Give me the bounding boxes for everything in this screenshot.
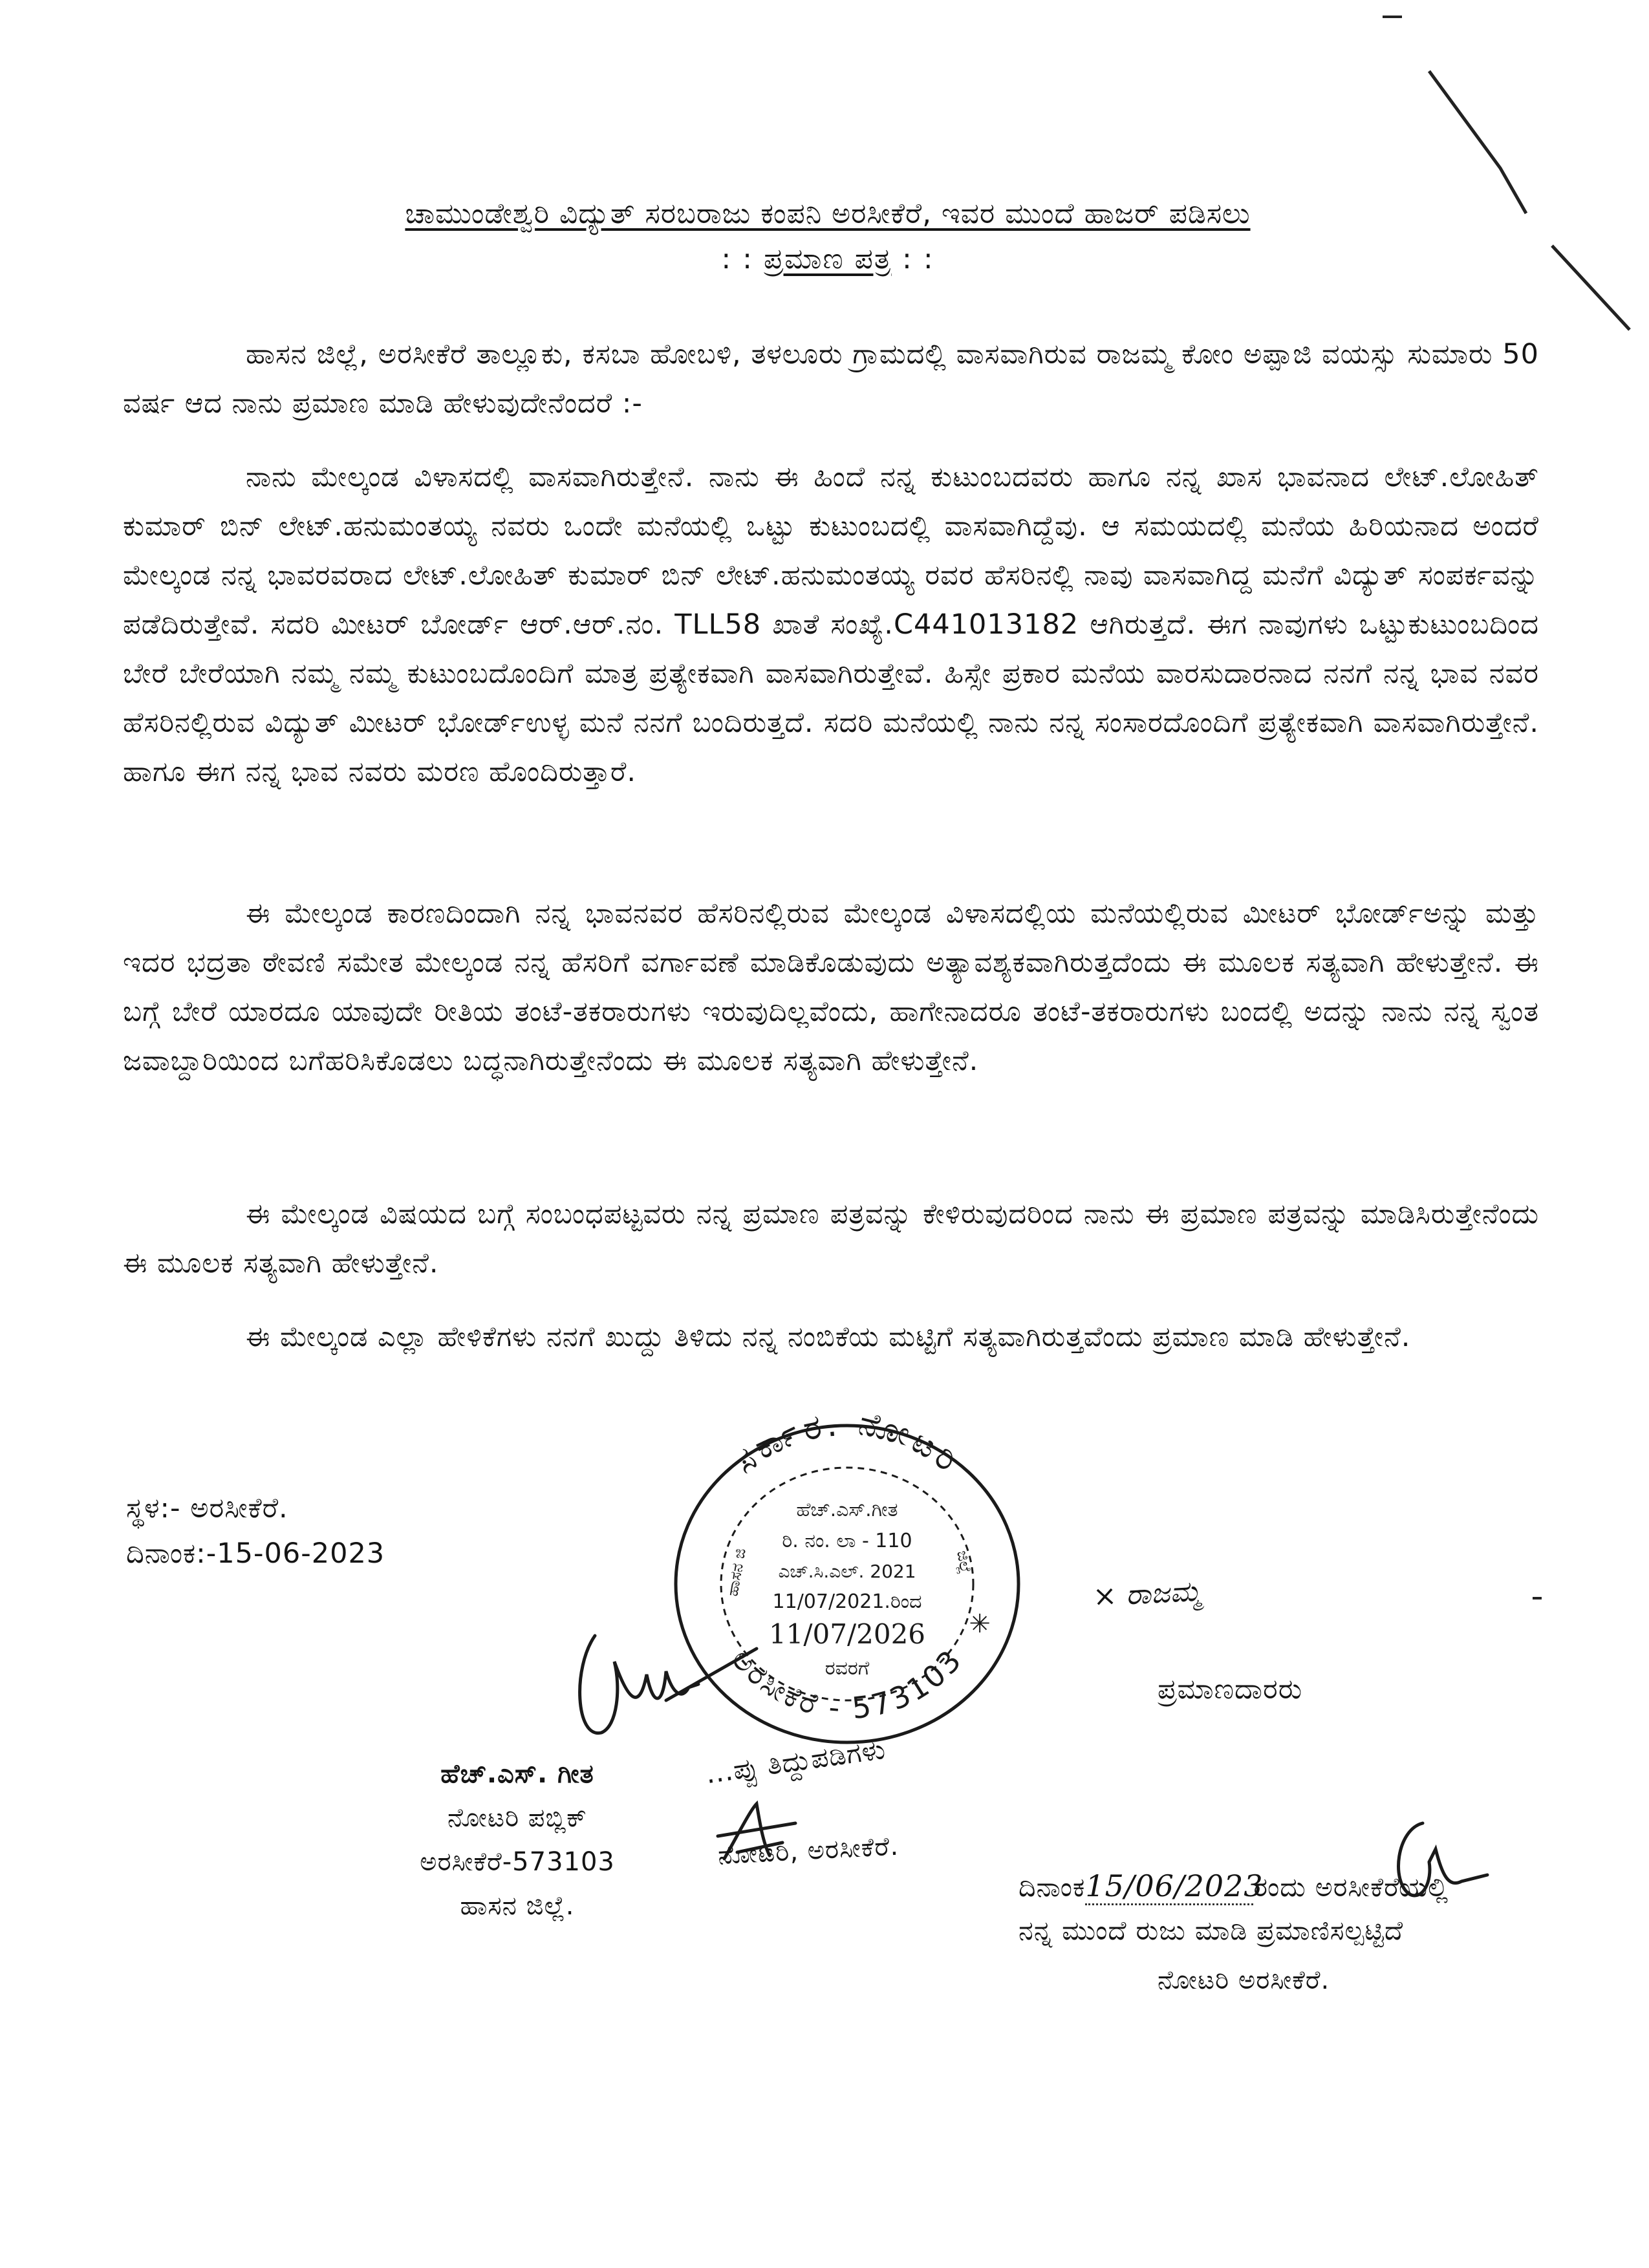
seal-line-1: ಹೆಚ್.ಎಸ್.ಗೀತ <box>796 1499 898 1521</box>
seal-outer-top-text: ಸರ್ಕಾರ. ನೋಟರಿ <box>726 1403 968 1482</box>
scan-dash-mark <box>1383 16 1402 18</box>
notary-district: ಹಾಸನ ಜಿಲ್ಲೆ. <box>460 1891 575 1921</box>
attestation-date-value: 15/06/2023 <box>1085 1868 1253 1905</box>
attestation-line-1-suffix: ರಂದು ಅರಸೀಕೆರೆಯಲ್ಲಿ <box>1253 1872 1449 1903</box>
document-title: ಚಾಮುಂಡೇಶ್ವರಿ ವಿದ್ಯುತ್ ಸರಬರಾಜು ಕಂಪನಿ ಅರಸೀಕೆರೆ, ಇವರ ಮುಂದೆ ಹಾಜರ್ ಪಡಿಸಲು <box>405 197 1251 230</box>
attestation-date-label: ದಿನಾಂಕ <box>1018 1872 1086 1903</box>
seal-line-5: 11/07/2026 <box>768 1618 926 1650</box>
paragraph-1-text: ಹಾಸನ ಜಿಲ್ಲೆ, ಅರಸೀಕೆರೆ ತಾಲ್ಲೂಕು, ಕಸಬಾ ಹೋಬಳಿ, ತಳಲೂರು ಗ್ರಾಮದಲ್ಲಿ ವಾಸವಾಗಿರುವ ರಾಜಮ್ಮ ಕೋಂ ಅಪ್ಪಾಜಿ ವಯಸ್ಸು ಸುಮಾರು 50 ವರ್ಷ ಆದ ನಾನು ಪ್ರಮಾಣ ಮಾಡಿ ಹೇಳುವುದೇನೆಂದರೆ :- <box>123 338 1539 420</box>
paragraph-5 <box>123 1312 1539 1362</box>
paragraph-1 <box>123 330 1539 428</box>
notary-details <box>407 1752 627 1928</box>
notary-name: ಹೆಚ್.ಎಸ್. ಗೀತ <box>440 1759 594 1789</box>
seal-line-4: 11/07/2021.ರಿಂದ <box>772 1590 922 1613</box>
seal-line-6: ರವರಗೆ <box>824 1657 870 1680</box>
scan-edge-line <box>1423 65 1649 336</box>
seal-right-text: ಜಿಲ್ಲೆ <box>953 1549 975 1576</box>
notary-title: ನೋಟರಿ ಪಬ್ಲಿಕ್ <box>447 1803 588 1833</box>
notary-signature <box>569 1610 763 1759</box>
subtitle-prefix: : : <box>721 242 764 275</box>
seal-outer-bottom-text: ಅರಸೀಕೆರೆ - 573103 <box>724 1642 970 1726</box>
seal-star-icon: ✳ <box>969 1609 991 1639</box>
subtitle-main: ಪ್ರಮಾಣ ಪತ್ರ <box>763 242 892 275</box>
scan-corner-mark <box>1533 1597 1542 1599</box>
document-subtitle <box>213 242 1442 275</box>
seal-line-3: ಎಚ್.ಸಿ.ಎಲ್. 2021 <box>778 1561 916 1582</box>
attestation-line-3: ನೋಟರಿ ಅರಸೀಕೆರೆ. <box>1158 1965 1330 1995</box>
paragraph-2 <box>123 453 1539 797</box>
seal-left-text: ಹಾಸನ ಜಿ <box>723 1546 749 1598</box>
subtitle-suffix: : : <box>892 242 934 275</box>
paragraph-3 <box>123 889 1539 1086</box>
corrections-notary: ನೋಟರಿ, ಅರಸೀಕೆರೆ. <box>717 1831 900 1871</box>
attestation-signature <box>1371 1810 1494 1907</box>
date-line: ದಿನಾಂಕ:-15-06-2023 <box>126 1537 385 1570</box>
attestation-line-2: ನನ್ನ ಮುಂದೆ ರುಜು ಮಾಡಿ ಪ್ರಮಾಣಿಸಲ್ಪಟ್ಟಿದೆ <box>1018 1915 1404 1946</box>
corrections-stamp: ...ಪ್ಪು ತಿದ್ದುಪಡಿಗಳು <box>703 1733 888 1790</box>
seal-line-2: ರಿ. ನಂ. ಲಾ - 110 <box>782 1530 912 1552</box>
paragraph-5-text: ಈ ಮೇಲ್ಕಂಡ ಎಲ್ಲಾ ಹೇಳಿಕೆಗಳು ನನಗೆ ಖುದ್ದು ತಿಳಿದು ನನ್ನ ನಂಬಿಕೆಯ ಮಟ್ಟಿಗೆ ಸತ್ಯವಾಗಿರುತ್ತವೆಂದು ಪ್ರಮಾಣ ಮಾಡಿ ಹೇಳುತ್ತೇನೆ. <box>246 1321 1411 1353</box>
deponent-label: ಪ್ರಮಾಣದಾರರು <box>1158 1673 1303 1706</box>
paragraph-4-text: ಈ ಮೇಲ್ಕಂಡ ವಿಷಯದ ಬಗ್ಗೆ ಸಂಬಂಧಪಟ್ಟವರು ನನ್ನ ಪ್ರಮಾಣ ಪತ್ರವನ್ನು ಕೇಳಿರುವುದರಿಂದ ನಾನು ಈ ಪ್ರಮಾಣ ಪತ್ರವನ್ನು ಮಾಡಿಸಿರುತ್ತೇನೆಂದು ಈ ಮೂಲಕ ಸತ್ಯವಾಗಿ ಹೇಳುತ್ತೇನೆ. <box>123 1198 1539 1279</box>
notary-address: ಅರಸೀಕೆರೆ-573103 <box>420 1847 615 1877</box>
paragraph-3-text: ಈ ಮೇಲ್ಕಂಡ ಕಾರಣದಿಂದಾಗಿ ನನ್ನ ಭಾವನವರ ಹೆಸರಿನಲ್ಲಿರುವ ಮೇಲ್ಕಂಡ ವಿಳಾಸದಲ್ಲಿಯ ಮನೆಯಲ್ಲಿರುವ ಮೀಟರ್ ಭೋರ್ಡ್‌ಅನ್ನು ಮತ್ತು ಇದರ ಭದ್ರತಾ ಠೇವಣಿ ಸಮೇತ ಮೇಲ್ಕಂಡ ನನ್ನ ಹೆಸರಿಗೆ ವರ್ಗಾವಣೆ ಮಾಡಿಕೊಡುವುದು ಅತ್ಯಾವಶ್ಯಕವಾಗಿರುತ್ತದೆಂದು ಈ ಮೂಲಕ ಸತ್ಯವಾಗಿ ಹೇಳುತ್ತೇನೆ. ಈ ಬಗ್ಗೆ ಬೇರೆ ಯಾರದೂ ಯಾವುದೇ ರೀತಿಯ ತಂಟೆ-ತಕರಾರುಗಳು ಇರುವುದಿಲ್ಲವೆಂದು, ಹಾಗೇನಾದರೂ ತಂಟೆ-ತಕರಾರುಗಳು ಬಂದಲ್ಲಿ ಅದನ್ನು ನಾನು ನನ್ನ ಸ್ವಂತ ಜವಾಬ್ದಾರಿಯಿಂದ ಬಗೆಹರಿಸಿಕೊಡಲು ಬದ್ಧನಾಗಿರುತ್ತೇನೆಂದು ಈ ಮೂಲಕ ಸತ್ಯವಾಗಿ ಹೇಳುತ್ತೇನೆ. <box>123 897 1539 1077</box>
deponent-signature: × ರಾಜಮ್ಮ <box>1092 1574 1202 1614</box>
paragraph-4 <box>123 1190 1539 1288</box>
place-line: ಸ್ಥಳ:- ಅರಸೀಕೆರೆ. <box>126 1492 288 1524</box>
paragraph-2-text: ನಾನು ಮೇಲ್ಕಂಡ ವಿಳಾಸದಲ್ಲಿ ವಾಸವಾಗಿರುತ್ತೇನೆ. ನಾನು ಈ ಹಿಂದೆ ನನ್ನ ಕುಟುಂಬದವರು ಹಾಗೂ ನನ್ನ ಖಾಸ ಭಾವನಾದ ಲೇಟ್.ಲೋಹಿತ್ ಕುಮಾರ್ ಬಿನ್ ಲೇಟ್.ಹನುಮಂತಯ್ಯ ನವರು ಒಂದೇ ಮನೆಯಲ್ಲಿ ಒಟ್ಟು ಕುಟುಂಬದಲ್ಲಿ ವಾಸವಾಗಿದ್ದೆವು. ಆ ಸಮಯದಲ್ಲಿ ಮನೆಯ ಹಿರಿಯನಾದ ಅಂದರೆ ಮೇಲ್ಕಂಡ ನನ್ನ ಭಾವರವರಾದ ಲೇಟ್.ಲೋಹಿತ್ ಕುಮಾರ್ ಬಿನ್ ಲೇಟ್.ಹನುಮಂತಯ್ಯ ರವರ ಹೆಸರಿನಲ್ಲಿ ನಾವು ವಾಸವಾಗಿದ್ದ ಮನೆಗೆ ವಿದ್ಯುತ್ ಸಂಪರ್ಕವನ್ನು ಪಡೆದಿರುತ್ತೇವೆ. ಸದರಿ ಮೀಟರ್ ಬೋರ್ಡ್ ಆರ್.ಆರ್.ನಂ. TLL58 ಖಾತೆ ಸಂಖ್ಯೆ.C441013182 ಆಗಿರುತ್ತದೆ. ಈಗ ನಾವುಗಳು ಒಟ್ಟುಕುಟುಂಬದಿಂದ ಬೇರೆ ಬೇರೆಯಾಗಿ ನಮ್ಮ ನಮ್ಮ ಕುಟುಂಬದೊಂದಿಗೆ ಮಾತ್ರ ಪ್ರತ್ಯೇಕವಾಗಿ ವಾಸವಾಗಿರುತ್ತೇವೆ. ಹಿಸ್ಸೇ ಪ್ರಕಾರ ಮನೆಯ ವಾರಸುದಾರನಾದ ನನಗೆ ನನ್ನ ಭಾವ ನವರ ಹೆಸರಿನಲ್ಲಿರುವ ವಿದ್ಯುತ್ ಮೀಟರ್ ಭೋರ್ಡ್‌ಉಳ್ಳ ಮನೆ ನನಗೆ ಬಂದಿರುತ್ತದೆ. ಸದರಿ ಮನೆಯಲ್ಲಿ ನಾನು ನನ್ನ ಸಂಸಾರದೊಂದಿಗೆ ಪ್ರತ್ಯೇಕವಾಗಿ ವಾಸವಾಗಿರುತ್ತೇನೆ. ಹಾಗೂ ಈಗ ನನ್ನ ಭಾವ ನವರು ಮರಣ ಹೊಂದಿರುತ್ತಾರೆ. <box>123 461 1539 788</box>
